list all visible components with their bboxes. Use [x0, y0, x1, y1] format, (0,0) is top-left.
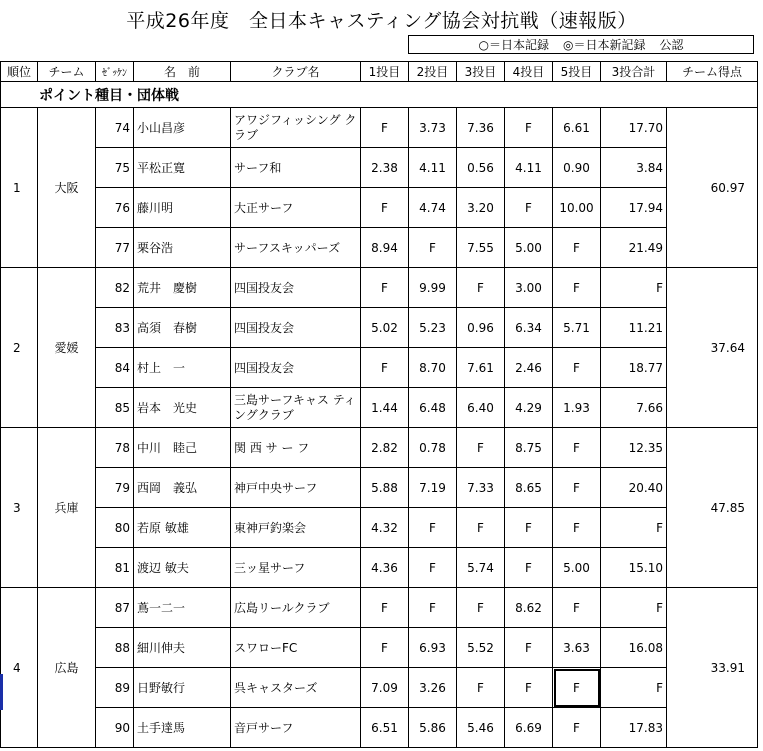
throw-4-cell: 2.46: [505, 348, 553, 388]
throw-2-cell: 3.26: [409, 668, 457, 708]
club-cell: 呉キャスターズ: [231, 668, 361, 708]
throw-1-cell: F: [361, 108, 409, 148]
table-row: [1, 668, 758, 708]
throw-4-cell: F: [505, 668, 553, 708]
bib-cell: 89: [96, 668, 134, 708]
section-title: ポイント種目・団体戦: [1, 82, 758, 108]
total-cell: F: [601, 268, 667, 308]
bib-cell: 82: [96, 268, 134, 308]
throw-1-cell: 1.44: [361, 388, 409, 428]
club-cell: 大正サーフ: [231, 188, 361, 228]
section-row: [1, 82, 758, 108]
header-club: クラブ名: [231, 62, 361, 82]
throw-5-cell: 5.00: [553, 548, 601, 588]
throw-1-cell: F: [361, 588, 409, 628]
throw-4-cell: 8.75: [505, 428, 553, 468]
throw-3-cell: 7.55: [457, 228, 505, 268]
bib-cell: 77: [96, 228, 134, 268]
throw-4-cell: 3.00: [505, 268, 553, 308]
total-cell: 20.40: [601, 468, 667, 508]
club-cell: サーフスキッパーズ: [231, 228, 361, 268]
total-cell: 12.35: [601, 428, 667, 468]
header-total: 3投合計: [601, 62, 667, 82]
throw-2-cell: 0.78: [409, 428, 457, 468]
throw-2-cell: F: [409, 548, 457, 588]
table-row: [1, 428, 758, 468]
name-cell: 渡辺 敏夫: [134, 548, 231, 588]
table-row: [1, 508, 758, 548]
header-throw-1: 1投目: [361, 62, 409, 82]
throw-2-cell: 6.93: [409, 628, 457, 668]
total-cell: 17.83: [601, 708, 667, 748]
total-cell: 15.10: [601, 548, 667, 588]
bib-cell: 74: [96, 108, 134, 148]
club-cell: 音戸サーフ: [231, 708, 361, 748]
throw-1-cell: 2.82: [361, 428, 409, 468]
bib-cell: 85: [96, 388, 134, 428]
header-bib: ｾﾞｯｹﾝ: [96, 62, 134, 82]
left-edge-marker: [0, 674, 3, 710]
header-throw-4: 4投目: [505, 62, 553, 82]
throw-4-cell: 5.00: [505, 228, 553, 268]
throw-3-cell: F: [457, 588, 505, 628]
throw-2-cell: F: [409, 588, 457, 628]
total-cell: 17.94: [601, 188, 667, 228]
throw-1-cell: F: [361, 188, 409, 228]
name-cell: 荒井 慶樹: [134, 268, 231, 308]
throw-3-cell: 7.61: [457, 348, 505, 388]
throw-5-cell: 3.63: [553, 628, 601, 668]
table-row: [1, 148, 758, 188]
name-cell: 村上 一: [134, 348, 231, 388]
results-table: [0, 61, 758, 748]
bib-cell: 88: [96, 628, 134, 668]
header-name: 名 前: [134, 62, 231, 82]
total-cell: 7.66: [601, 388, 667, 428]
throw-3-cell: 5.46: [457, 708, 505, 748]
team-score-cell: 60.97: [667, 108, 758, 268]
throw-1-cell: 2.38: [361, 148, 409, 188]
total-cell: F: [601, 668, 667, 708]
name-cell: 栗谷浩: [134, 228, 231, 268]
throw-5-cell: 5.71: [553, 308, 601, 348]
name-cell: 藤川明: [134, 188, 231, 228]
club-cell: 四国投友会: [231, 308, 361, 348]
bib-cell: 76: [96, 188, 134, 228]
name-cell: 岩本 光史: [134, 388, 231, 428]
throw-3-cell: 7.36: [457, 108, 505, 148]
throw-4-cell: F: [505, 548, 553, 588]
name-cell: 小山昌彦: [134, 108, 231, 148]
throw-4-cell: 8.65: [505, 468, 553, 508]
throw-2-cell: 5.23: [409, 308, 457, 348]
throw-5-cell: 1.93: [553, 388, 601, 428]
legend-record: ○＝日本記録: [478, 38, 549, 52]
club-cell: 関 西 サ ー フ: [231, 428, 361, 468]
legend-new-record: ◎＝日本新記録: [562, 38, 646, 52]
table-row: [1, 348, 758, 388]
throw-4-cell: 6.34: [505, 308, 553, 348]
table-row: [1, 308, 758, 348]
throw-3-cell: 5.52: [457, 628, 505, 668]
name-cell: 細川伸夫: [134, 628, 231, 668]
total-cell: 3.84: [601, 148, 667, 188]
header-throw-3: 3投目: [457, 62, 505, 82]
bib-cell: 83: [96, 308, 134, 348]
throw-5-cell: F: [553, 348, 601, 388]
throw-4-cell: 4.29: [505, 388, 553, 428]
throw-3-cell: 0.56: [457, 148, 505, 188]
throw-2-cell: F: [409, 508, 457, 548]
table-row: [1, 588, 758, 628]
throw-4-cell: F: [505, 508, 553, 548]
throw-2-cell: 9.99: [409, 268, 457, 308]
throw-5-cell: F: [553, 588, 601, 628]
total-cell: F: [601, 588, 667, 628]
bib-cell: 75: [96, 148, 134, 188]
rank-cell: 4: [1, 588, 38, 748]
total-cell: 17.70: [601, 108, 667, 148]
throw-4-cell: 6.69: [505, 708, 553, 748]
throw-2-cell: 6.48: [409, 388, 457, 428]
name-cell: 日野敏行: [134, 668, 231, 708]
team-score-cell: 37.64: [667, 268, 758, 428]
name-cell: 蔦一二一: [134, 588, 231, 628]
club-cell: スワローFC: [231, 628, 361, 668]
total-cell: 16.08: [601, 628, 667, 668]
throw-5-cell: F: [553, 708, 601, 748]
name-cell: 中川 睦己: [134, 428, 231, 468]
page-title: 平成26年度 全日本キャスティング協会対抗戦（速報版）: [126, 10, 637, 32]
throw-5-cell: 6.61: [553, 108, 601, 148]
bib-cell: 81: [96, 548, 134, 588]
throw-1-cell: 5.88: [361, 468, 409, 508]
legend-box: [408, 35, 754, 54]
total-cell: 21.49: [601, 228, 667, 268]
bib-cell: 90: [96, 708, 134, 748]
throw-3-cell: 3.20: [457, 188, 505, 228]
throw-1-cell: 6.51: [361, 708, 409, 748]
club-cell: 三ッ星サーフ: [231, 548, 361, 588]
club-cell: 四国投友会: [231, 268, 361, 308]
table-row: [1, 228, 758, 268]
total-cell: 11.21: [601, 308, 667, 348]
table-row: [1, 108, 758, 148]
table-row: [1, 708, 758, 748]
bib-cell: 87: [96, 588, 134, 628]
club-cell: サーフ和: [231, 148, 361, 188]
throw-1-cell: 4.36: [361, 548, 409, 588]
throw-3-cell: 0.96: [457, 308, 505, 348]
table-row: [1, 628, 758, 668]
bib-cell: 78: [96, 428, 134, 468]
rank-cell: 2: [1, 268, 38, 428]
header-team-score: チーム得点: [667, 62, 758, 82]
throw-4-cell: F: [505, 628, 553, 668]
throw-4-cell: 4.11: [505, 148, 553, 188]
club-cell: 東神戸釣楽会: [231, 508, 361, 548]
club-cell: 広島リールクラブ: [231, 588, 361, 628]
name-cell: 若原 敏雄: [134, 508, 231, 548]
throw-4-cell: F: [505, 188, 553, 228]
team-cell: 広島: [38, 588, 96, 748]
table-row: [1, 188, 758, 228]
club-cell: 三島サーフキャス ティングクラブ: [231, 388, 361, 428]
throw-1-cell: F: [361, 348, 409, 388]
throw-3-cell: F: [457, 668, 505, 708]
throw-4-cell: F: [505, 108, 553, 148]
total-cell: F: [601, 508, 667, 548]
name-cell: 平松正寛: [134, 148, 231, 188]
throw-3-cell: 6.40: [457, 388, 505, 428]
table-row: [1, 268, 758, 308]
bib-cell: 84: [96, 348, 134, 388]
throw-5-cell: F: [553, 268, 601, 308]
throw-2-cell: 8.70: [409, 348, 457, 388]
rank-cell: 3: [1, 428, 38, 588]
club-cell: 神戸中央サーフ: [231, 468, 361, 508]
bib-cell: 79: [96, 468, 134, 508]
bib-cell: 80: [96, 508, 134, 548]
team-cell: 大阪: [38, 108, 96, 268]
throw-1-cell: F: [361, 268, 409, 308]
header-team: チーム: [38, 62, 96, 82]
total-cell: 18.77: [601, 348, 667, 388]
throw-5-cell: F: [553, 668, 601, 708]
throw-2-cell: 4.11: [409, 148, 457, 188]
name-cell: 西岡 義弘: [134, 468, 231, 508]
throw-5-cell: 10.00: [553, 188, 601, 228]
throw-3-cell: 5.74: [457, 548, 505, 588]
throw-5-cell: F: [553, 508, 601, 548]
team-score-cell: 33.91: [667, 588, 758, 748]
throw-3-cell: F: [457, 428, 505, 468]
header-row: [1, 62, 758, 82]
throw-5-cell: F: [553, 228, 601, 268]
team-score-cell: 47.85: [667, 428, 758, 588]
throw-2-cell: 4.74: [409, 188, 457, 228]
throw-5-cell: F: [553, 468, 601, 508]
throw-4-cell: 8.62: [505, 588, 553, 628]
throw-3-cell: 7.33: [457, 468, 505, 508]
table-row: [1, 388, 758, 428]
throw-2-cell: 7.19: [409, 468, 457, 508]
name-cell: 土手達馬: [134, 708, 231, 748]
throw-1-cell: 7.09: [361, 668, 409, 708]
legend-official: 公認: [659, 38, 684, 52]
header-rank: 順位: [1, 62, 38, 82]
name-cell: 高須 春樹: [134, 308, 231, 348]
throw-1-cell: 8.94: [361, 228, 409, 268]
throw-2-cell: 5.86: [409, 708, 457, 748]
club-cell: 四国投友会: [231, 348, 361, 388]
throw-3-cell: F: [457, 508, 505, 548]
team-cell: 愛媛: [38, 268, 96, 428]
table-row: [1, 468, 758, 508]
team-cell: 兵庫: [38, 428, 96, 588]
throw-5-cell: F: [553, 428, 601, 468]
header-throw-2: 2投目: [409, 62, 457, 82]
club-cell: アワジフィッシング クラブ: [231, 108, 361, 148]
table-row: [1, 548, 758, 588]
header-throw-5: 5投目: [553, 62, 601, 82]
throw-2-cell: 3.73: [409, 108, 457, 148]
throw-5-cell: 0.90: [553, 148, 601, 188]
throw-3-cell: F: [457, 268, 505, 308]
throw-1-cell: F: [361, 628, 409, 668]
throw-2-cell: F: [409, 228, 457, 268]
rank-cell: 1: [1, 108, 38, 268]
throw-1-cell: 4.32: [361, 508, 409, 548]
throw-1-cell: 5.02: [361, 308, 409, 348]
